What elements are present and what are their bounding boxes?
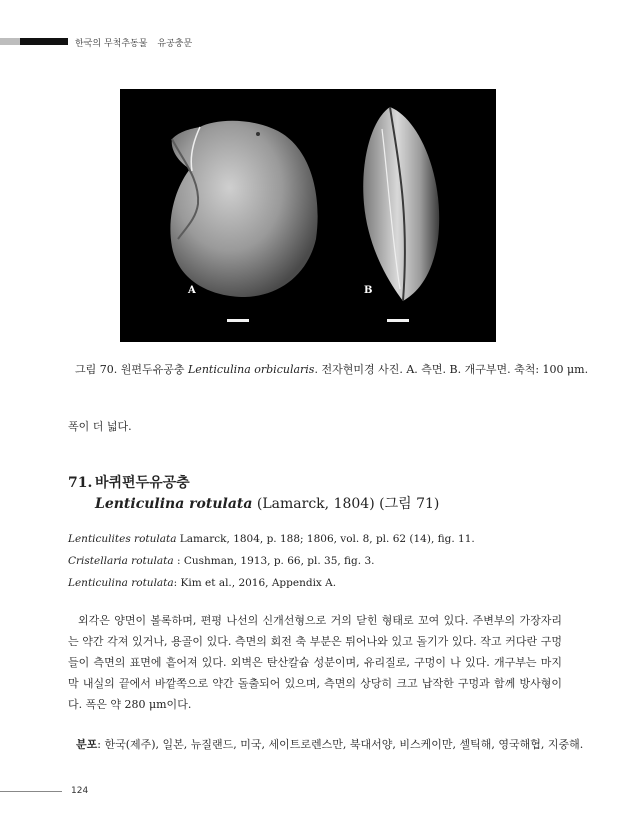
header-bar-accent: [0, 38, 20, 45]
synonym-ref: : Cushman, 1913, p. 66, pl. 35, fig. 3.: [173, 555, 375, 567]
sem-micrographs: [120, 89, 496, 342]
synonym-entry: [68, 555, 374, 567]
figure-label-b: B: [364, 285, 373, 296]
continued-paragraph: 폭이 더 넓다.: [68, 420, 132, 433]
distribution: [76, 736, 583, 752]
synonym-name: Lenticulites rotulata: [68, 533, 177, 545]
header-bar: [20, 38, 68, 45]
running-header: [75, 36, 192, 49]
caption-species: Lenticulina orbicularis: [188, 363, 315, 376]
synonym-ref: Lamarck, 1804, p. 188; 1806, vol. 8, pl. 62 (14), fig. 11.: [176, 533, 475, 545]
footer-rule: [0, 791, 62, 792]
sem-figure: [120, 89, 496, 342]
synonym-name: Cristellaria rotulata: [68, 555, 174, 567]
book-title: 한국의 무척추동물: [75, 39, 148, 49]
scientific-name: Lenticulina rotulata: [95, 496, 253, 512]
page-number: 124: [71, 786, 89, 796]
species-number: 71.: [68, 475, 93, 491]
synonym-ref: : Kim et al., 2016, Appendix A.: [173, 577, 337, 589]
distribution-label: 분포: [76, 738, 98, 751]
korean-name: 바퀴편두유공충: [95, 475, 190, 491]
species-description: 외각은 양면이 볼록하며, 편평 나선의 신개선형으로 거의 닫힌 형태로 꼬여 있다. 주변부의 가장자리는 약간 각져 있거나, 용골이 있다. 측면의 회전 축 부분은 튀어나와 있고 돌기가 있다. 작고 커다란 구멍들이 측면의 표면에 흩어져 있다. 외벽은 탄산칼슘 성분이며, 유리질로, 구멍이 나 있다. 개구부는 마지막 내실의 끝에서 바깥쪽으로 약간 돌출되어 있으며, 측면의 상당히 크고 납작한 구멍과 함께 방사형이다. 폭은 약 280 μm이다.: [68, 614, 562, 711]
synonym-name: Lenticulina rotulata: [68, 577, 174, 589]
specimen-b-apertural-view: [363, 107, 439, 301]
species-subheading: [95, 493, 439, 513]
specimen-a-lateral-view: [170, 121, 317, 297]
scale-bar-b: [387, 319, 409, 322]
figure-label-a: A: [188, 285, 196, 296]
caption-suffix: . 전자현미경 사진. A. 측면. B. 개구부면. 축척: 100 μm.: [314, 363, 589, 376]
caption-prefix: 그림 70. 원편두유공충: [75, 363, 188, 376]
scale-bar-a: [227, 319, 249, 322]
figure-caption: [75, 361, 588, 377]
distribution-text: : 한국(제주), 일본, 뉴질랜드, 미국, 세이트로렌스만, 북대서양, 비스케이만, 셀틱해, 영국해협, 지중해.: [97, 738, 584, 751]
synonym-entry: [68, 533, 475, 545]
species-heading: [68, 472, 190, 492]
chapter-title: 유공충문: [157, 39, 193, 49]
authority: (Lamarck, 1804) (그림 71): [252, 496, 440, 512]
synonym-entry: [68, 577, 336, 589]
